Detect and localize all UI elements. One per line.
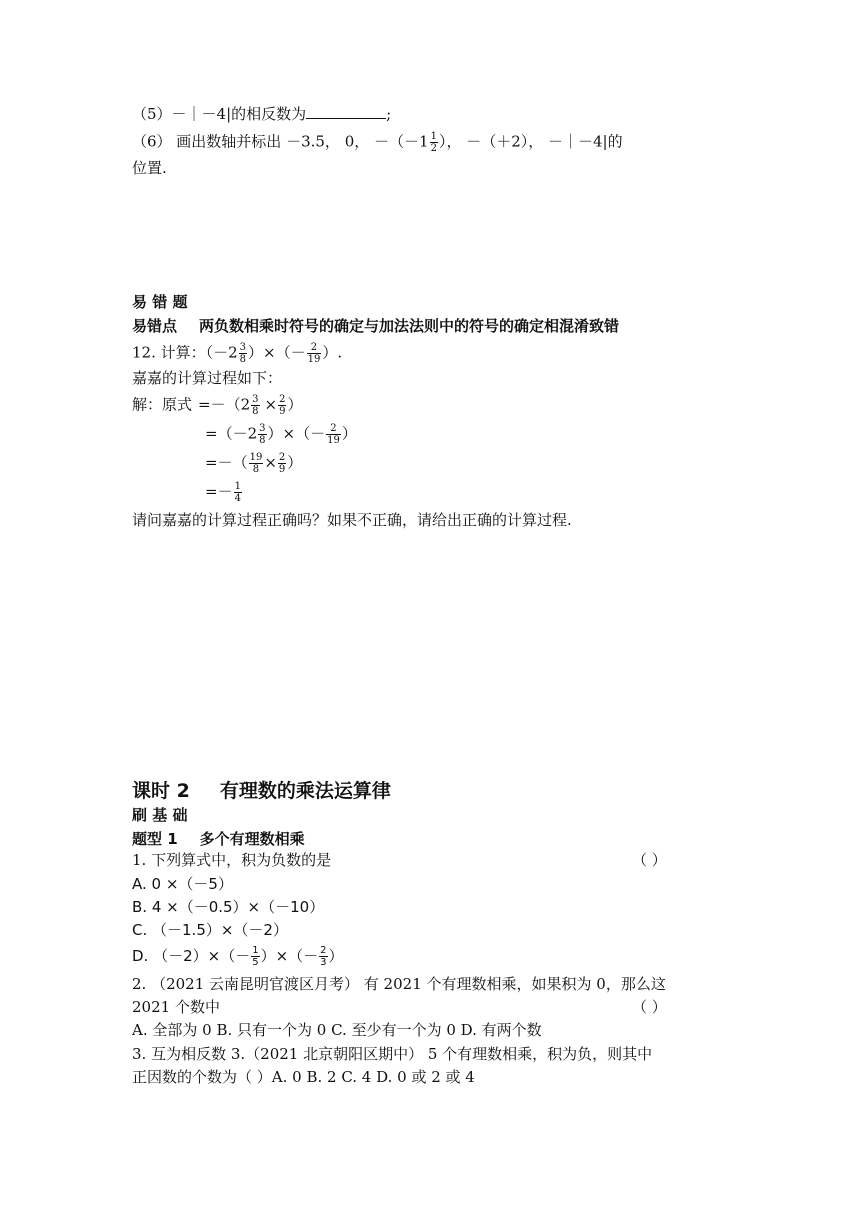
question-12: 12. 计算：（－2 $\frac{3}{8}$ ）×（－ $\frac{2}{19}$ ）.	[132, 342, 343, 365]
solution-step-4: =－ $\frac{1}{4}$	[205, 481, 241, 504]
error-point-text: 两负数相乘时符号的确定与加法法则中的符号的确定相混淆致错	[199, 317, 620, 335]
fraction: $\frac{1}{2}$	[430, 131, 437, 154]
question-12-ask: 请问嘉嘉的计算过程正确吗？如果不正确，请给出正确的计算过程.	[132, 511, 572, 529]
answer-paren[interactable]: （ ）	[632, 851, 667, 869]
fraction: $\frac{3}{8}$	[259, 423, 266, 446]
fraction: $\frac{3}{8}$	[239, 342, 247, 365]
fraction: $\frac{2}{9}$	[279, 394, 286, 417]
error-point-label: 易错点	[132, 317, 178, 335]
fraction: $\frac{19}{8}$	[249, 452, 263, 475]
question-6-suffix: ）， －（＋2）， －｜－4|的	[438, 132, 623, 151]
question-6-prefix: （6） 画出数轴并标出 －3.5， 0， －（－1	[132, 132, 429, 151]
fraction: $\frac{3}{8}$	[252, 394, 259, 417]
fraction: $\frac{2}{19}$	[327, 423, 340, 446]
question-2-stem: 2. （2021 云南昆明官渡区月考） 有 2021 个有理数相乘，如果积为 0，那么这	[132, 975, 666, 993]
solution-step-1: 解：原式 =－（2 $\frac{3}{8}$ × $\frac{2}{9}$ ）	[132, 394, 303, 417]
fraction: $\frac{2}{9}$	[278, 452, 286, 475]
question-5	[132, 104, 391, 124]
fraction: $\frac{1}{5}$	[252, 945, 259, 968]
option-b: B. 4 ×（－0.5）×（－10）	[132, 898, 325, 916]
solution-step-2: =（－2 $\frac{3}{8}$ ）×（－ $\frac{2}{19}$ ）	[205, 423, 357, 446]
answer-blank[interactable]	[306, 104, 386, 119]
question-3-line-1: 3. 互为相反数 3.（2021 北京朝阳区期中） 5 个有理数相乘，积为负，则其中	[132, 1045, 653, 1063]
question-3-line-2: 正因数的个数为（ ）A. 0 B. 2 C. 4 D. 0 或 2 或 4	[132, 1068, 475, 1086]
fraction: $\frac{2}{19}$	[307, 342, 321, 365]
solution-step-3: =－（ $\frac{19}{8}$ × $\frac{2}{9}$ ）	[205, 452, 303, 475]
error-point	[132, 316, 619, 336]
fraction: $\frac{1}{4}$	[234, 481, 241, 504]
option-a: A. 0 ×（－5）	[132, 875, 233, 893]
question-5-end: ;	[386, 105, 392, 123]
question-2-stem-cont: 2021 个数中	[132, 998, 220, 1016]
question-type-title: 题型 1 多个有理数相乘	[132, 830, 305, 848]
question-1-stem: 1. 下列算式中，积为负数的是	[132, 851, 332, 869]
question-2-options: A. 全部为 0 B. 只有一个为 0 C. 至少有一个为 0 D. 有两个数	[132, 1021, 542, 1039]
question-5-text: （5）－｜－4|的相反数为	[132, 105, 307, 123]
fraction: $\frac{2}{3}$	[320, 945, 327, 968]
section-title-error-prone: 易 错 题	[132, 293, 188, 311]
practice-basics-title: 刷 基 础	[132, 806, 188, 824]
question-6-continuation: 位置.	[132, 159, 167, 177]
answer-paren[interactable]: （ ）	[632, 998, 667, 1016]
lesson-title: 课时 2 有理数的乘法运算律	[132, 780, 391, 802]
question-6	[132, 131, 623, 154]
option-c: C. （－1.5）×（－2）	[132, 921, 288, 939]
question-12-intro: 嘉嘉的计算过程如下：	[132, 369, 283, 387]
option-d: D. （－2）×（－ $\frac{1}{5}$ ）×（－ $\frac{2}{3}$ ）	[132, 945, 344, 968]
